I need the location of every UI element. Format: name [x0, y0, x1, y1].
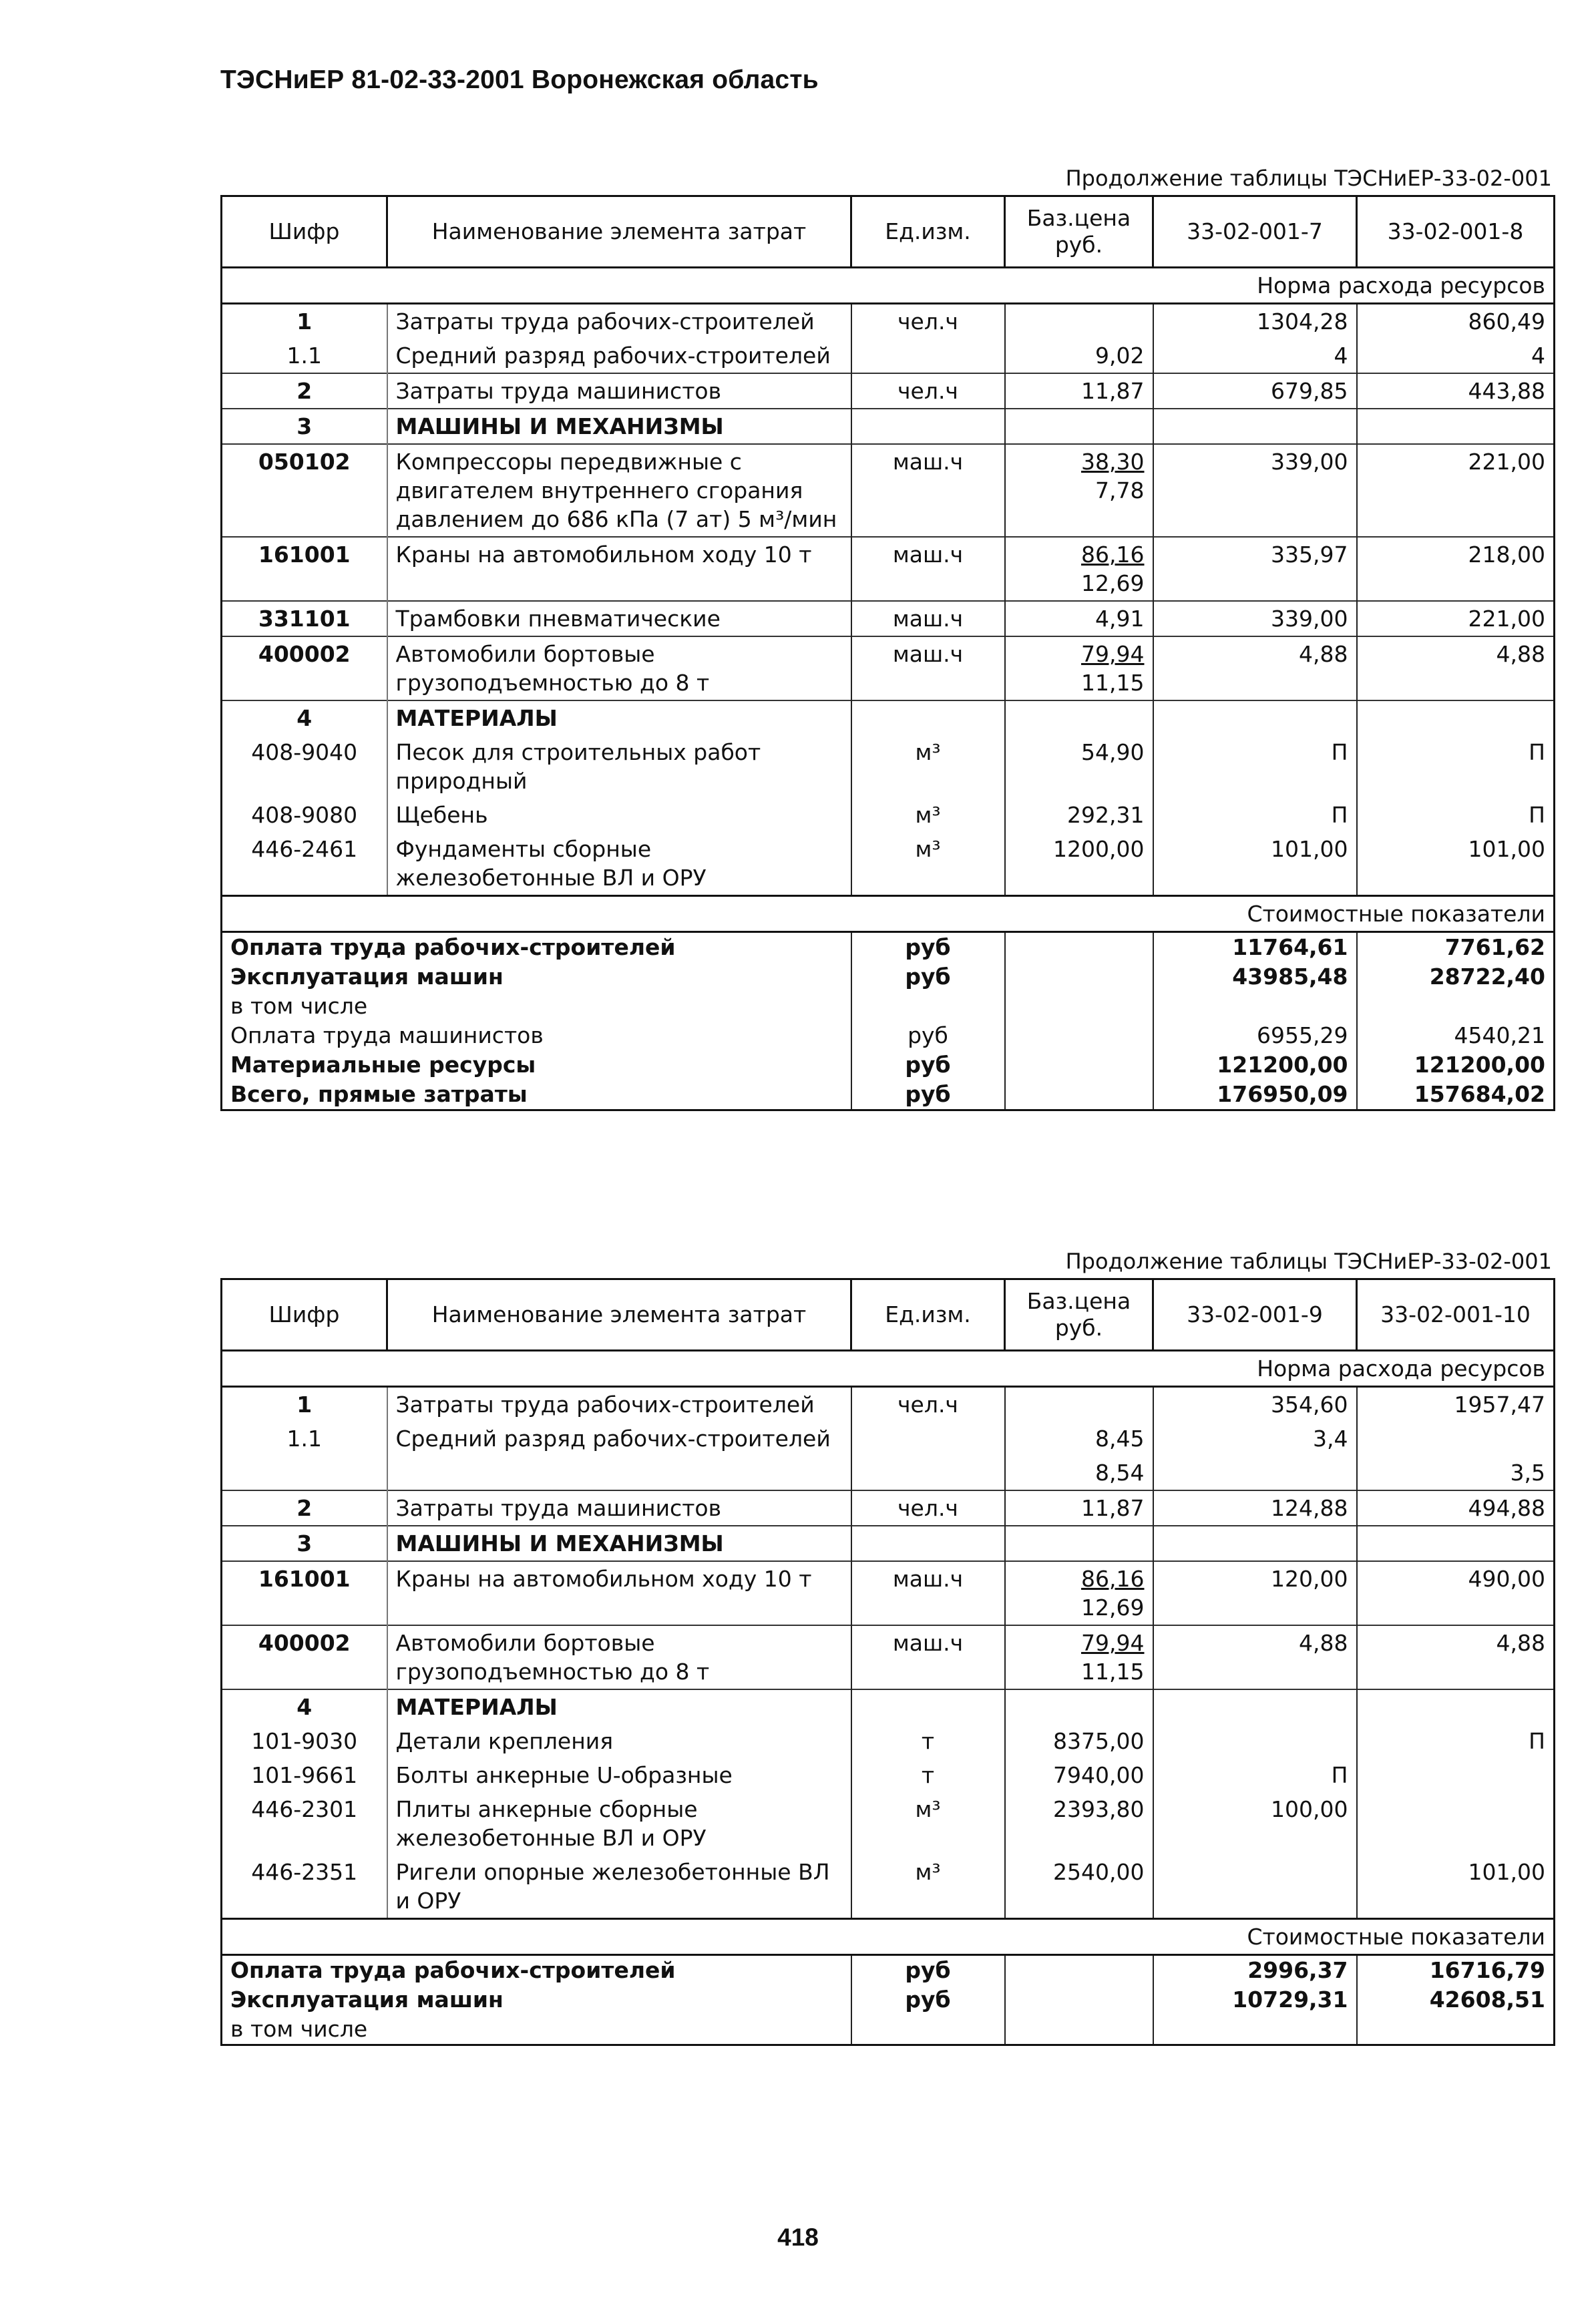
cost-name: Всего, прямые затраты — [222, 1080, 851, 1110]
row-col-b: 443,88 — [1357, 373, 1555, 409]
row-col-a — [1153, 1689, 1357, 1724]
row-name: Затраты труда рабочих-строителей — [387, 1387, 851, 1422]
cost-col-b: 16716,79 — [1357, 1955, 1555, 1986]
header-unit: Ед.изм. — [851, 196, 1005, 268]
cost-price — [1005, 1021, 1153, 1050]
row-name: Детали крепления — [387, 1724, 851, 1758]
row-col-a: 1304,28 — [1153, 304, 1357, 339]
cost-name: в том числе — [222, 992, 851, 1021]
row-base-price — [1005, 1387, 1153, 1422]
row-code: 3 — [222, 1526, 387, 1561]
row-name: Ригели опорные железобетонные ВЛ и ОРУ — [387, 1855, 851, 1919]
page-title: ТЭСНиЕР 81-02-33-2001 Воронежская область — [220, 65, 819, 94]
base-price-value: 79,94 — [1081, 641, 1145, 667]
row-base-price — [1005, 1724, 1153, 1758]
cost-col-a: 43985,48 — [1153, 962, 1357, 992]
cost-unit: руб — [851, 1080, 1005, 1110]
cost-col-a: 6955,29 — [1153, 1021, 1357, 1050]
row-col-b: П — [1357, 735, 1555, 798]
row-unit — [851, 1422, 1005, 1456]
cost-label: Стоимостные показатели — [222, 896, 1555, 932]
cost-col-b: 4540,21 — [1357, 1021, 1555, 1050]
row-col-b: 221,00 — [1357, 601, 1555, 636]
table-row — [222, 1561, 1555, 1625]
row-base-price — [1005, 832, 1153, 896]
table-row — [222, 444, 1555, 537]
row-col-a: 3,4 — [1153, 1422, 1357, 1456]
row-col-a: П — [1153, 735, 1357, 798]
cost-col-a: 11764,61 — [1153, 932, 1357, 963]
cost-row — [222, 2015, 1555, 2045]
row-base-price — [1005, 409, 1153, 444]
row-unit — [851, 1526, 1005, 1561]
row-col-a: 335,97 — [1153, 537, 1357, 601]
row-base-price — [1005, 1422, 1153, 1456]
header-code: Шифр — [222, 1279, 387, 1351]
norm-label-row — [222, 1351, 1555, 1387]
page-number: 418 — [777, 2224, 819, 2251]
row-code: 408-9040 — [222, 735, 387, 798]
row-col-a: 339,00 — [1153, 444, 1357, 537]
row-name: Автомобили бортовые грузоподъемностью до 8 т — [387, 1625, 851, 1689]
cost-row — [222, 992, 1555, 1021]
row-unit: чел.ч — [851, 304, 1005, 339]
table-row — [222, 1792, 1555, 1855]
cost-col-a: 121200,00 — [1153, 1050, 1357, 1080]
cost-price — [1005, 962, 1153, 992]
table-row — [222, 373, 1555, 409]
table-row — [222, 1689, 1555, 1724]
row-unit: маш.ч — [851, 636, 1005, 700]
cost-unit — [851, 992, 1005, 1021]
row-name: МАШИНЫ И МЕХАНИЗМЫ — [387, 409, 851, 444]
row-col-b — [1357, 1792, 1555, 1855]
row-name: Краны на автомобильном ходу 10 т — [387, 1561, 851, 1625]
base-price-value: 4,91 — [1095, 606, 1145, 632]
row-col-b: 860,49 — [1357, 304, 1555, 339]
row-unit: чел.ч — [851, 373, 1005, 409]
table-row — [222, 1422, 1555, 1456]
row-col-b: П — [1357, 798, 1555, 832]
row-name: Плиты анкерные сборные железобетонные ВЛ и ОРУ — [387, 1792, 851, 1855]
row-code: 1.1 — [222, 1422, 387, 1456]
row-name: Фундаменты сборные железобетонные ВЛ и ОРУ — [387, 832, 851, 896]
row-name: Затраты труда рабочих-строителей — [387, 304, 851, 339]
row-col-a — [1153, 1855, 1357, 1919]
row-base-price — [1005, 1792, 1153, 1855]
base-price-value: 8375,00 — [1053, 1728, 1145, 1754]
machinist-wage-value: 11,15 — [1081, 1659, 1145, 1685]
table-row — [222, 601, 1555, 636]
row-col-b: 4 — [1357, 339, 1555, 373]
row-col-a: 120,00 — [1153, 1561, 1357, 1625]
row-name: Затраты труда машинистов — [387, 1490, 851, 1526]
header-col-b: 33-02-001-10 — [1357, 1279, 1555, 1351]
cost-name: Оплата труда рабочих-строителей — [222, 1955, 851, 1986]
table1 — [220, 195, 1555, 1111]
table2 — [220, 1278, 1555, 2046]
row-code: 101-9661 — [222, 1758, 387, 1792]
row-col-a — [1153, 1526, 1357, 1561]
row-col-a: 100,00 — [1153, 1792, 1357, 1855]
row-unit: м³ — [851, 832, 1005, 896]
row-base-price — [1005, 1526, 1153, 1561]
row-col-a: 101,00 — [1153, 832, 1357, 896]
row-col-b: 494,88 — [1357, 1490, 1555, 1526]
row-base-price — [1005, 1689, 1153, 1724]
row-base-price — [1005, 444, 1153, 537]
row-col-a: П — [1153, 1758, 1357, 1792]
row-col-b — [1357, 700, 1555, 735]
row-name: Песок для строительных работ природный — [387, 735, 851, 798]
cost-label-row — [222, 896, 1555, 932]
table-row — [222, 1758, 1555, 1792]
cost-col-a: 2996,37 — [1153, 1955, 1357, 1986]
cost-col-a: 10729,31 — [1153, 1985, 1357, 2015]
table1-caption: Продолжение таблицы ТЭСНиЕР-33-02-001 — [1065, 166, 1552, 191]
header-name: Наименование элемента затрат — [387, 1279, 851, 1351]
base-price-value: 8,45 — [1095, 1426, 1145, 1452]
row-unit: м³ — [851, 1792, 1005, 1855]
row-base-price — [1005, 1561, 1153, 1625]
row-col-a — [1153, 409, 1357, 444]
base-price-value: 86,16 — [1081, 1566, 1145, 1592]
table-row — [222, 1456, 1555, 1490]
base-price-value: 7940,00 — [1053, 1762, 1145, 1788]
row-name: МАТЕРИАЛЫ — [387, 700, 851, 735]
table-row — [222, 798, 1555, 832]
machinist-wage-value: 7,78 — [1095, 477, 1145, 503]
cost-price — [1005, 1985, 1153, 2015]
row-code: 331101 — [222, 601, 387, 636]
row-col-a: П — [1153, 798, 1357, 832]
row-unit: м³ — [851, 798, 1005, 832]
cost-unit: руб — [851, 932, 1005, 963]
row-col-a — [1153, 1724, 1357, 1758]
table-row — [222, 1855, 1555, 1919]
row-base-price — [1005, 1855, 1153, 1919]
cost-name: Материальные ресурсы — [222, 1050, 851, 1080]
table-row — [222, 636, 1555, 700]
cost-row — [222, 1021, 1555, 1050]
table-row — [222, 700, 1555, 735]
row-col-b — [1357, 1689, 1555, 1724]
row-col-b — [1357, 1422, 1555, 1456]
row-name: Трамбовки пневматические — [387, 601, 851, 636]
row-col-b: 3,5 — [1357, 1456, 1555, 1490]
row-base-price — [1005, 339, 1153, 373]
cost-col-b: 7761,62 — [1357, 932, 1555, 963]
row-code: 400002 — [222, 1625, 387, 1689]
row-base-price — [1005, 636, 1153, 700]
base-price-value: 11,87 — [1081, 1495, 1145, 1521]
cost-price — [1005, 1955, 1153, 1986]
cost-label: Стоимостные показатели — [222, 1919, 1555, 1955]
row-base-price — [1005, 798, 1153, 832]
row-name: МАШИНЫ И МЕХАНИЗМЫ — [387, 1526, 851, 1561]
row-code: 2 — [222, 373, 387, 409]
norm-label-row — [222, 268, 1555, 304]
cost-name: Эксплуатация машин — [222, 962, 851, 992]
row-col-a: 4 — [1153, 339, 1357, 373]
row-col-b: 101,00 — [1357, 832, 1555, 896]
cost-row — [222, 1050, 1555, 1080]
row-unit: м³ — [851, 1855, 1005, 1919]
row-col-a — [1153, 1456, 1357, 1490]
cost-name: Оплата труда рабочих-строителей — [222, 932, 851, 963]
row-col-b: 4,88 — [1357, 1625, 1555, 1689]
base-price-value: 79,94 — [1081, 1630, 1145, 1656]
row-base-price — [1005, 1490, 1153, 1526]
row-name: Средний разряд рабочих-строителей — [387, 1422, 851, 1456]
cost-row — [222, 1985, 1555, 2015]
row-unit: маш.ч — [851, 1561, 1005, 1625]
cost-col-a — [1153, 992, 1357, 1021]
row-base-price — [1005, 1456, 1153, 1490]
row-col-a: 4,88 — [1153, 636, 1357, 700]
table-row — [222, 537, 1555, 601]
cost-price — [1005, 992, 1153, 1021]
norm-label: Норма расхода ресурсов — [222, 268, 1555, 304]
row-name: Краны на автомобильном ходу 10 т — [387, 537, 851, 601]
cost-unit — [851, 2015, 1005, 2045]
table-row — [222, 1387, 1555, 1422]
row-base-price — [1005, 537, 1153, 601]
table-row — [222, 304, 1555, 339]
row-name: Болты анкерные U-образные — [387, 1758, 851, 1792]
cost-label-row — [222, 1919, 1555, 1955]
row-code: 1 — [222, 304, 387, 339]
row-code: 400002 — [222, 636, 387, 700]
table-row — [222, 1490, 1555, 1526]
row-base-price — [1005, 700, 1153, 735]
row-col-b: 1957,47 — [1357, 1387, 1555, 1422]
row-col-b: П — [1357, 1724, 1555, 1758]
cost-name: в том числе — [222, 2015, 851, 2045]
cost-col-a — [1153, 2015, 1357, 2045]
row-code — [222, 1456, 387, 1490]
row-name: Автомобили бортовые грузоподъемностью до 8 т — [387, 636, 851, 700]
row-code: 446-2351 — [222, 1855, 387, 1919]
cost-name: Эксплуатация машин — [222, 1985, 851, 2015]
header-code: Шифр — [222, 196, 387, 268]
row-base-price — [1005, 601, 1153, 636]
row-name: МАТЕРИАЛЫ — [387, 1689, 851, 1724]
row-name: Средний разряд рабочих-строителей — [387, 339, 851, 373]
table-row — [222, 832, 1555, 896]
row-unit: маш.ч — [851, 537, 1005, 601]
cost-row — [222, 962, 1555, 992]
cost-unit: руб — [851, 1985, 1005, 2015]
row-code: 1.1 — [222, 339, 387, 373]
row-unit: маш.ч — [851, 1625, 1005, 1689]
base-price-value: 2393,80 — [1053, 1796, 1145, 1822]
row-unit: маш.ч — [851, 444, 1005, 537]
cost-price — [1005, 932, 1153, 963]
cost-col-b — [1357, 992, 1555, 1021]
row-unit: м³ — [851, 735, 1005, 798]
row-unit: чел.ч — [851, 1387, 1005, 1422]
row-unit — [851, 1456, 1005, 1490]
header-name: Наименование элемента затрат — [387, 196, 851, 268]
table-row — [222, 409, 1555, 444]
row-col-b: 101,00 — [1357, 1855, 1555, 1919]
header-col-a: 33-02-001-9 — [1153, 1279, 1357, 1351]
table-row — [222, 1724, 1555, 1758]
header-base-price: Баз.цена руб. — [1005, 196, 1153, 268]
table1-header-row — [222, 196, 1555, 268]
machinist-wage-value: 12,69 — [1081, 570, 1145, 596]
row-col-b: 490,00 — [1357, 1561, 1555, 1625]
cost-price — [1005, 1080, 1153, 1110]
cost-price — [1005, 2015, 1153, 2045]
row-col-b: 218,00 — [1357, 537, 1555, 601]
row-code: 4 — [222, 700, 387, 735]
cost-unit: руб — [851, 1050, 1005, 1080]
cost-unit: руб — [851, 1955, 1005, 1986]
row-unit — [851, 339, 1005, 373]
header-unit: Ед.изм. — [851, 1279, 1005, 1351]
base-price-value: 1200,00 — [1053, 836, 1145, 862]
header-base-price: Баз.цена руб. — [1005, 1279, 1153, 1351]
row-col-a: 339,00 — [1153, 601, 1357, 636]
row-code: 161001 — [222, 1561, 387, 1625]
table2-caption: Продолжение таблицы ТЭСНиЕР-33-02-001 — [1065, 1249, 1552, 1274]
row-col-a: 4,88 — [1153, 1625, 1357, 1689]
base-price-value: 8,54 — [1095, 1460, 1145, 1486]
base-price-value: 9,02 — [1095, 343, 1145, 369]
base-price-value: 11,87 — [1081, 378, 1145, 404]
norm-label: Норма расхода ресурсов — [222, 1351, 1555, 1387]
row-code: 4 — [222, 1689, 387, 1724]
row-col-b — [1357, 409, 1555, 444]
row-col-b: 4,88 — [1357, 636, 1555, 700]
row-unit — [851, 409, 1005, 444]
row-code: 101-9030 — [222, 1724, 387, 1758]
row-name: Щебень — [387, 798, 851, 832]
row-base-price — [1005, 1758, 1153, 1792]
row-unit — [851, 1689, 1005, 1724]
row-base-price — [1005, 1625, 1153, 1689]
row-code: 3 — [222, 409, 387, 444]
cost-unit: руб — [851, 1021, 1005, 1050]
cost-row — [222, 1080, 1555, 1110]
cost-unit: руб — [851, 962, 1005, 992]
row-name: Затраты труда машинистов — [387, 373, 851, 409]
cost-col-b: 28722,40 — [1357, 962, 1555, 992]
machinist-wage-value: 12,69 — [1081, 1595, 1145, 1621]
row-code: 050102 — [222, 444, 387, 537]
row-col-a: 679,85 — [1153, 373, 1357, 409]
row-name: Компрессоры передвижные с двигателем внутреннего сгорания давлением до 686 кПа (7 ат) 5 м³/мин — [387, 444, 851, 537]
row-col-b — [1357, 1526, 1555, 1561]
row-unit: т — [851, 1758, 1005, 1792]
row-unit — [851, 700, 1005, 735]
cost-col-b: 42608,51 — [1357, 1985, 1555, 2015]
base-price-value: 38,30 — [1081, 449, 1145, 475]
table2-header-row — [222, 1279, 1555, 1351]
table-row — [222, 735, 1555, 798]
row-col-a: 124,88 — [1153, 1490, 1357, 1526]
cost-col-b: 121200,00 — [1357, 1050, 1555, 1080]
row-name — [387, 1456, 851, 1490]
row-base-price — [1005, 735, 1153, 798]
base-price-value: 86,16 — [1081, 542, 1145, 568]
cost-price — [1005, 1050, 1153, 1080]
row-code: 1 — [222, 1387, 387, 1422]
row-unit: чел.ч — [851, 1490, 1005, 1526]
base-price-value: 54,90 — [1081, 739, 1145, 765]
row-unit: т — [851, 1724, 1005, 1758]
row-code: 446-2461 — [222, 832, 387, 896]
table-row — [222, 339, 1555, 373]
row-code: 408-9080 — [222, 798, 387, 832]
cost-col-b: 157684,02 — [1357, 1080, 1555, 1110]
row-col-b — [1357, 1758, 1555, 1792]
cost-col-a: 176950,09 — [1153, 1080, 1357, 1110]
row-base-price — [1005, 373, 1153, 409]
row-unit: маш.ч — [851, 601, 1005, 636]
cost-name: Оплата труда машинистов — [222, 1021, 851, 1050]
row-col-b: 221,00 — [1357, 444, 1555, 537]
header-col-a: 33-02-001-7 — [1153, 196, 1357, 268]
row-col-a — [1153, 700, 1357, 735]
cost-row — [222, 932, 1555, 963]
cost-row — [222, 1955, 1555, 1986]
base-price-value: 292,31 — [1067, 802, 1145, 828]
table-row — [222, 1526, 1555, 1561]
row-code: 446-2301 — [222, 1792, 387, 1855]
row-code: 161001 — [222, 537, 387, 601]
row-base-price — [1005, 304, 1153, 339]
row-col-a: 354,60 — [1153, 1387, 1357, 1422]
header-col-b: 33-02-001-8 — [1357, 196, 1555, 268]
machinist-wage-value: 11,15 — [1081, 670, 1145, 696]
row-code: 2 — [222, 1490, 387, 1526]
base-price-value: 2540,00 — [1053, 1859, 1145, 1885]
cost-col-b — [1357, 2015, 1555, 2045]
table-row — [222, 1625, 1555, 1689]
